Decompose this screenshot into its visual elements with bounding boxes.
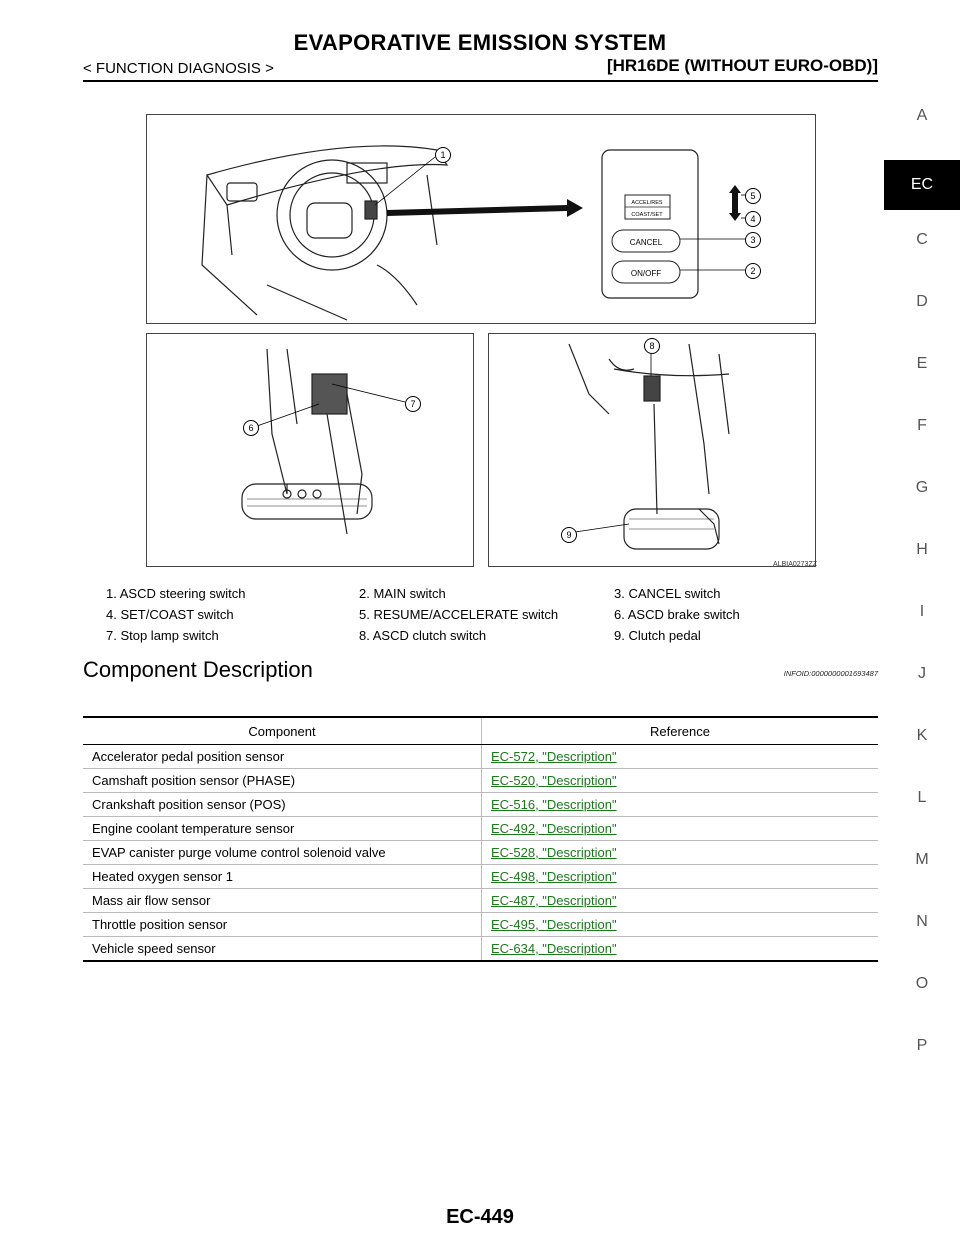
table-row: [83, 889, 878, 913]
callout-4: 4: [745, 211, 761, 227]
component-cell: Mass air flow sensor: [83, 889, 482, 913]
tab-ec[interactable]: EC: [884, 160, 960, 210]
tab-k[interactable]: K: [916, 727, 928, 744]
tab-l[interactable]: L: [917, 789, 927, 806]
callout-5: 5: [745, 188, 761, 204]
legend-item: 3. CANCEL switch: [614, 586, 721, 601]
coast-set-label: COAST/SET: [631, 212, 663, 218]
tab-p[interactable]: P: [916, 1037, 928, 1054]
legend-item: 9. Clutch pedal: [614, 628, 701, 643]
brake-pedal-illustration: [147, 334, 473, 566]
table-row: [83, 793, 878, 817]
tab-m[interactable]: M: [915, 851, 929, 868]
tab-d[interactable]: D: [916, 293, 928, 310]
model-label: [HR16DE (WITHOUT EURO-OBD)]: [606, 56, 878, 75]
component-cell: Throttle position sensor: [83, 913, 482, 937]
callout-8: 8: [644, 338, 660, 354]
clutch-pedal-illustration: [489, 334, 815, 566]
steering-illustration: [147, 115, 815, 323]
reference-link[interactable]: EC-634, "Description": [491, 941, 617, 956]
legend-item: 1. ASCD steering switch: [106, 586, 246, 601]
table-row: [83, 937, 878, 962]
callout-9: 9: [561, 527, 577, 543]
reference-link[interactable]: EC-498, "Description": [491, 869, 617, 884]
table-row: [83, 769, 878, 793]
page-title: EVAPORATIVE EMISSION SYSTEM: [293, 30, 667, 55]
callout-2: 2: [745, 263, 761, 279]
component-cell: Crankshaft position sensor (POS): [83, 793, 482, 817]
component-cell: Vehicle speed sensor: [83, 937, 482, 962]
header-rule: [83, 80, 878, 82]
callout-1: 1: [435, 147, 451, 163]
tab-f[interactable]: F: [917, 417, 927, 434]
side-tab-index: [884, 98, 960, 1090]
figure-code: ALBIA0273ZZ: [773, 561, 817, 568]
table-row: [83, 841, 878, 865]
figure-brake-pedal: [146, 333, 474, 567]
reference-link[interactable]: EC-572, "Description": [491, 749, 617, 764]
tab-o[interactable]: O: [915, 975, 929, 992]
callout-7: 7: [405, 396, 421, 412]
reference-link[interactable]: EC-516, "Description": [491, 797, 617, 812]
callout-6: 6: [243, 420, 259, 436]
reference-link[interactable]: EC-528, "Description": [491, 845, 617, 860]
reference-link[interactable]: EC-495, "Description": [491, 917, 617, 932]
section-breadcrumb: < FUNCTION DIAGNOSIS >: [83, 60, 274, 77]
tab-n[interactable]: N: [916, 913, 928, 930]
table-row: [83, 913, 878, 937]
table-row: [83, 745, 878, 769]
reference-link[interactable]: EC-520, "Description": [491, 773, 617, 788]
table-row: [83, 865, 878, 889]
info-id: INFOID:0000000001693487: [783, 669, 878, 678]
table-row: [83, 817, 878, 841]
tab-a[interactable]: A: [916, 107, 928, 124]
legend-item: 6. ASCD brake switch: [614, 607, 740, 622]
legend-item: 4. SET/COAST switch: [106, 607, 234, 622]
tab-e[interactable]: E: [916, 355, 928, 372]
section-title: Component Description: [83, 657, 313, 682]
legend-item: 5. RESUME/ACCELERATE switch: [359, 607, 559, 622]
column-header-reference: Reference: [482, 717, 879, 745]
callout-3: 3: [745, 232, 761, 248]
reference-link[interactable]: EC-487, "Description": [491, 893, 617, 908]
component-cell: Engine coolant temperature sensor: [83, 817, 482, 841]
tab-c[interactable]: C: [916, 231, 928, 248]
figure-steering-switch: [146, 114, 816, 324]
component-cell: Camshaft position sensor (PHASE): [83, 769, 482, 793]
reference-link[interactable]: EC-492, "Description": [491, 821, 617, 836]
tab-g[interactable]: G: [915, 479, 929, 496]
component-cell: Heated oxygen sensor 1: [83, 865, 482, 889]
component-reference-table: [83, 716, 878, 962]
legend-item: 8. ASCD clutch switch: [359, 628, 487, 643]
accel-res-label: ACCEL/RES: [631, 200, 663, 206]
cancel-label: CANCEL: [629, 238, 663, 247]
page-number: EC-449: [446, 1206, 514, 1228]
legend-item: 7. Stop lamp switch: [106, 628, 219, 643]
tab-i[interactable]: I: [919, 603, 925, 620]
tab-j[interactable]: J: [918, 665, 926, 682]
down-arrow-icon: [729, 203, 741, 221]
up-arrow-icon: [729, 185, 741, 203]
component-cell: Accelerator pedal position sensor: [83, 745, 482, 769]
on-off-label: ON/OFF: [630, 269, 662, 278]
figure-clutch-pedal: [488, 333, 816, 567]
component-cell: EVAP canister purge volume control solenoid valve: [83, 841, 482, 865]
column-header-component: Component: [83, 717, 482, 745]
legend-item: 2. MAIN switch: [359, 586, 446, 601]
tab-h[interactable]: H: [916, 541, 928, 558]
